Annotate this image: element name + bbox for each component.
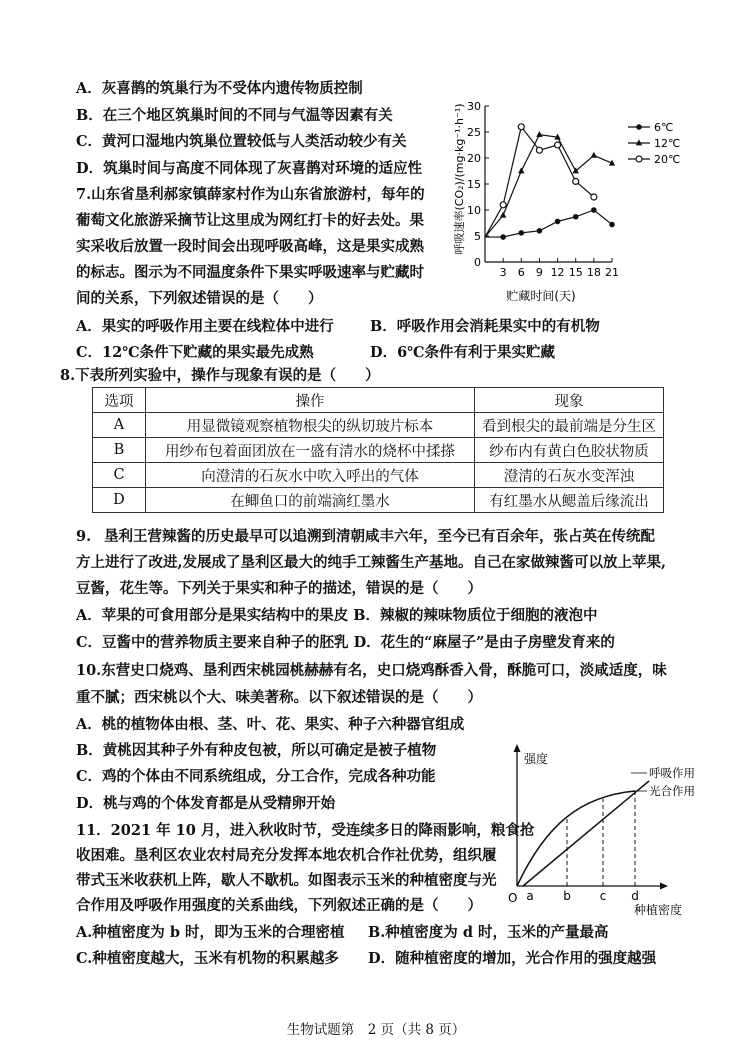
header-phenomenon: 现象 xyxy=(475,388,664,413)
q10-option-c: C．鸡的个体由不同系统组成，分工合作，完成各种功能 xyxy=(76,768,436,785)
q11-option-c: C.种植密度越大，玉米有机物的积累越多 xyxy=(76,950,339,967)
q11-option-b: B.种植密度为 d 时，玉米的产量最高 xyxy=(368,924,609,941)
data-point-6c xyxy=(537,228,543,234)
q11-option-d: D．随种植密度的增加，光合作用的强度越强 xyxy=(368,950,657,967)
planting-density-diagram xyxy=(486,742,716,922)
row-option: D xyxy=(93,488,146,513)
data-point-6c xyxy=(573,214,579,220)
diagram-x-label: 种植密度 xyxy=(634,903,683,917)
legend-label: 20℃ xyxy=(654,153,681,166)
q7-stem-line-4: 的标志。图示为不同温度条件下果实呼吸速率与贮藏时 xyxy=(76,264,424,281)
header-operation: 操作 xyxy=(146,388,475,413)
q11-stem-line-3: 带式玉米收获机上阵，歇人不歇机。如图表示玉米的种植密度与光 xyxy=(76,872,497,889)
data-point-6c xyxy=(609,222,615,228)
row-option: C xyxy=(93,463,146,488)
respiration-line xyxy=(523,781,649,886)
q6-option-b: B．在三个地区筑巢时间的不同与气温等因素有关 xyxy=(76,107,393,124)
diagram-y-label: 强度 xyxy=(524,752,549,766)
q10-option-a: A．桃的植物体由根、茎、叶、花、果实、种子六种器官组成 xyxy=(76,716,465,733)
y-tick-label: 15 xyxy=(467,178,481,191)
legend-label: 6℃ xyxy=(654,121,674,134)
row-phenomenon: 看到根尖的最前端是分生区 xyxy=(475,413,664,438)
q7-stem-line-1: 7.山东省垦利郝家镇薛家村作为山东省旅游村，每年的 xyxy=(76,186,425,203)
x-tick-label: 18 xyxy=(586,266,601,279)
q11-stem-line-4: 合作用及呼吸作用强度的关系曲线，下列叙述正确的是（ ） xyxy=(76,897,482,914)
q8-stem: 8.下表所列实验中，操作与现象有误的是（ ） xyxy=(60,367,380,384)
row-operation: 用纱布包着面团放在一盛有清水的烧杯中揉搽 xyxy=(146,438,475,463)
y-tick-label: 30 xyxy=(467,100,481,113)
y-tick-label: 25 xyxy=(467,126,481,139)
row-option: B xyxy=(93,438,146,463)
row-phenomenon: 有红墨水从鳃盖后缘流出 xyxy=(475,488,664,513)
row-operation: 用显微镜观察植物根尖的纵切玻片标本 xyxy=(146,413,475,438)
data-point-6c xyxy=(500,234,506,240)
data-point-20c xyxy=(518,124,524,130)
row-operation: 向澄清的石灰水中吹入呼出的气体 xyxy=(146,463,475,488)
data-point-20c xyxy=(555,142,561,148)
legend-label: 12℃ xyxy=(654,137,681,150)
q11-stem-line-1: 11．2021 年 10 月，进入秋收时节，受连续多日的降雨影响，粮食抢 xyxy=(76,822,535,839)
data-point-12c xyxy=(636,139,642,145)
data-point-20c xyxy=(500,202,506,208)
q11-stem-line-2: 收困难。垦利区农业农村局充分发挥本地农机合作社优势，组织履 xyxy=(76,847,497,864)
data-point-12c xyxy=(500,212,506,218)
q10-stem-line-1: 10.东营史口烧鸡、垦利西宋桃园桃赫赫有名，史口烧鸡酥香入骨，酥脆可口，淡咸适度，味 xyxy=(76,662,667,679)
data-point-20c xyxy=(536,147,542,153)
chart-x-label: 贮藏时间(天) xyxy=(506,289,576,303)
data-point-12c xyxy=(536,131,542,137)
experiment-table xyxy=(92,387,664,513)
photosynthesis-label: 光合作用 xyxy=(649,784,695,798)
page-footer: 生物试题第 2 页（共 8 页） xyxy=(286,1022,466,1038)
series-line-1 xyxy=(485,135,612,237)
q11-option-a: A.种植密度为 b 时，即为玉米的合理密植 xyxy=(76,924,345,941)
data-point-20c xyxy=(591,194,597,200)
q9-stem-line-2: 方上进行了改进,发展成了垦利区最大的纯手工辣酱生产基地。自己在家做辣酱可以放上苹果, xyxy=(76,554,667,571)
y-tick-label: 5 xyxy=(474,230,481,243)
q9-options-ab: A．苹果的可食用部分是果实结构中的果皮 B．辣椒的辣味物质位于细胞的液泡中 xyxy=(76,607,598,624)
q7-option-a: A．果实的呼吸作用主要在线粒体中进行 xyxy=(76,318,334,335)
q9-stem-line-1: 垦利王营辣酱的历史最早可以追溯到清朝咸丰六年，至今已有百余年，张占英在传统配 xyxy=(104,528,655,545)
row-operation: 在鲫鱼口的前端滴红墨水 xyxy=(146,488,475,513)
data-point-6c xyxy=(518,230,524,236)
tick-label-c: c xyxy=(599,889,607,903)
table-header-row xyxy=(93,388,664,413)
data-point-6c xyxy=(591,207,597,213)
y-tick-label: 20 xyxy=(467,152,481,165)
q10-option-b: B．黄桃因其种子外有种皮包被，所以可确定是被子植物 xyxy=(76,742,437,759)
respiration-label: 呼吸作用 xyxy=(649,766,695,780)
q7-stem-line-3: 实采收后放置一段时间会出现呼吸高峰，这是果实成熟 xyxy=(76,238,424,255)
q7-stem-line-2: 葡萄文化旅游采摘节让这里成为网红打卡的好去处。果 xyxy=(76,212,424,229)
table-row xyxy=(93,463,664,488)
q6-option-a: A．灰喜鹊的筑巢行为不受体内遗传物质控制 xyxy=(76,80,363,97)
tick-label-b: b xyxy=(563,889,571,903)
y-tick-label: 10 xyxy=(467,204,481,217)
q7-stem-line-5: 间的关系，下列叙述错误的是（ ） xyxy=(76,290,323,307)
data-point-12c xyxy=(591,152,597,158)
diagram-x-arrow-icon xyxy=(660,883,668,890)
data-point-12c xyxy=(518,167,524,173)
diagram-y-arrow-icon xyxy=(514,744,521,752)
q7-option-c: C．12℃条件下贮藏的果实最先成熟 xyxy=(76,344,314,361)
data-point-6c xyxy=(555,219,561,225)
q9-options-cd: C．豆酱中的营养物质主要来自种子的胚乳 D．花生的“麻屋子”是由子房壁发育来的 xyxy=(76,634,615,651)
data-point-6c xyxy=(636,124,642,130)
respiration-rate-chart xyxy=(452,92,692,310)
tick-label-d: d xyxy=(631,889,639,903)
tick-label-a: a xyxy=(526,889,534,903)
q6-option-c: C．黄河口湿地内筑巢位置较低与人类活动较少有关 xyxy=(76,133,407,150)
q10-option-d: D．桃与鸡的个体发育都是从受精卵开始 xyxy=(76,795,336,812)
x-tick-label: 9 xyxy=(535,266,543,279)
q7-option-d: D．6℃条件有利于果实贮藏 xyxy=(370,344,556,361)
x-tick-label: 12 xyxy=(550,266,565,279)
q9-number: 9. xyxy=(76,528,92,545)
header-option: 选项 xyxy=(93,388,146,413)
row-option: A xyxy=(93,413,146,438)
q7-option-b: B．呼吸作用会消耗果实中的有机物 xyxy=(370,318,600,335)
table-row xyxy=(93,488,664,513)
row-phenomenon: 澄清的石灰水变浑浊 xyxy=(475,463,664,488)
chart-y-label: 呼吸速率(CO₂)/(mg·kg⁻¹·h⁻¹) xyxy=(453,103,466,255)
data-point-20c xyxy=(636,156,642,162)
q6-option-d: D．筑巢时间与高度不同体现了灰喜鹊对环境的适应性 xyxy=(76,160,423,177)
x-tick-label: 15 xyxy=(568,266,583,279)
x-tick-label: 21 xyxy=(605,266,619,279)
x-tick-label: 6 xyxy=(517,266,525,279)
y-tick-label: 0 xyxy=(474,256,481,269)
table-row xyxy=(93,438,664,463)
row-phenomenon: 纱布内有黄白色胶状物质 xyxy=(475,438,664,463)
table-row xyxy=(93,413,664,438)
q9-stem-line-3: 豆酱，花生等。下列关于果实和种子的描述，错误的是（ ） xyxy=(76,580,482,597)
data-point-20c xyxy=(573,178,579,184)
x-tick-label: 3 xyxy=(499,266,507,279)
diagram-origin-label: O xyxy=(508,891,518,905)
photosynthesis-curve xyxy=(517,791,635,886)
q10-stem-line-2: 重不腻；西宋桃以个大、味美著称。以下叙述错误的是（ ） xyxy=(76,689,482,706)
